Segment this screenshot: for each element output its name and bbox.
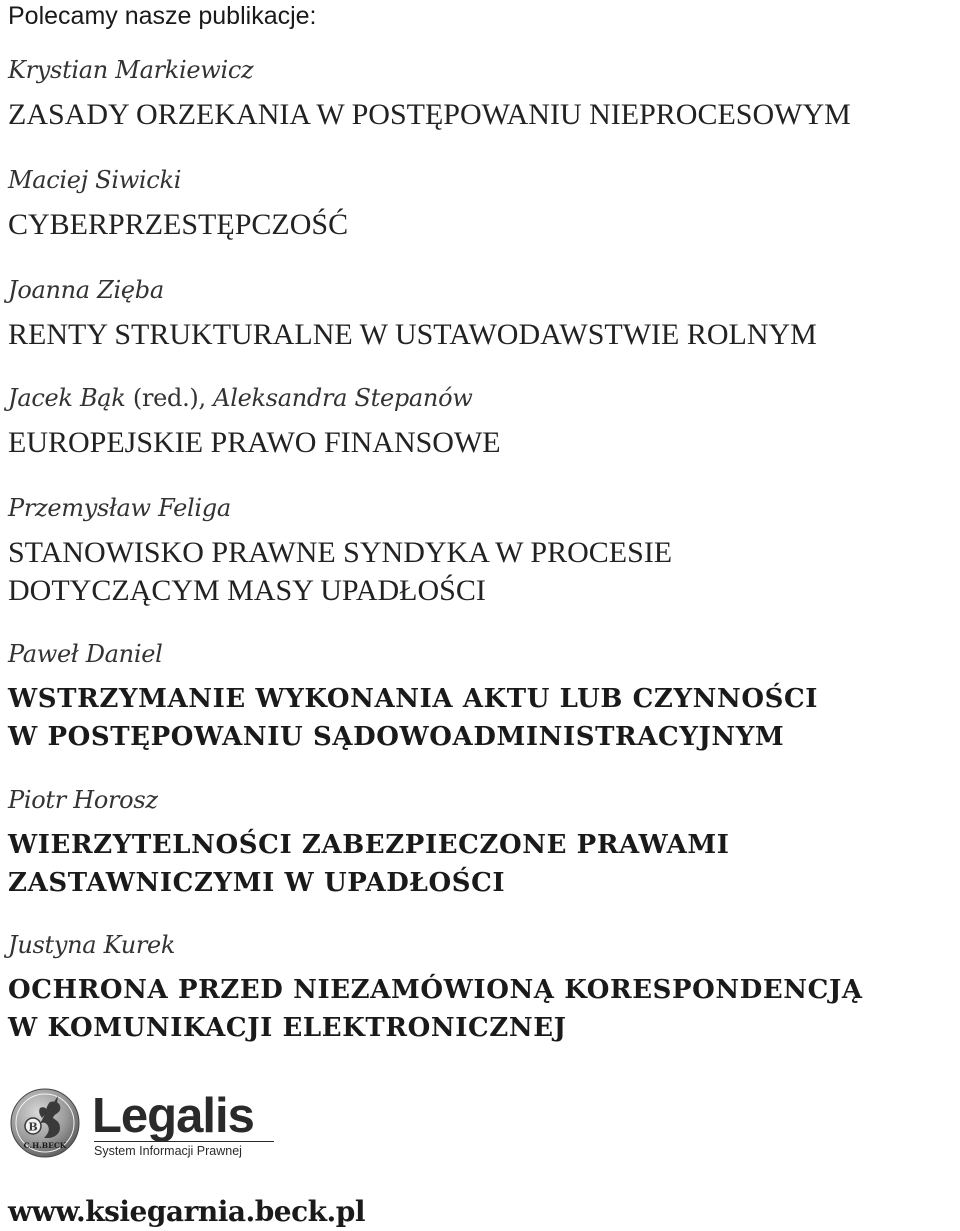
seal-letter: B [28,1120,38,1134]
publication-author: Maciej Siwicki [8,166,182,194]
editor-role: (red.) [125,384,199,412]
publication-entry [8,786,958,902]
publication-entry [8,384,958,462]
publication-title: ZASTAWNICZYMI W UPADŁOŚCI [8,868,506,898]
legalis-wordmark: Legalis [92,1089,254,1143]
publication-author: Krystian Markiewicz [8,56,254,84]
publication-title: W POSTĘPOWANIU SĄDOWOADMINISTRACYJNYM [8,722,785,752]
author-name: Aleksandra Stepanów [213,384,473,412]
publication-author: Piotr Horosz [8,786,158,814]
publication-title: CYBERPRZESTĘPCZOŚĆ [8,208,349,241]
publication-title: WSTRZYMANIE WYKONANIA AKTU LUB CZYNNOŚCI [8,684,819,714]
author-name: Jacek Bąk [8,384,126,412]
seal-text: C.H.BECK [23,1141,67,1150]
publication-author [8,384,958,412]
publication-title: DOTYCZĄCYM MASY UPADŁOŚCI [8,574,486,607]
publication-entry [8,276,958,354]
publication-entry [8,166,958,244]
publication-title: W KOMUNIKACJI ELEKTRONICZNEJ [8,1013,567,1043]
legalis-subtitle: System Informacji Prawnej [94,1141,274,1159]
publication-entry [8,56,958,134]
publication-entry [8,640,958,756]
publication-author: Paweł Daniel [8,640,163,668]
publication-entry [8,494,958,610]
publication-entry [8,931,958,1047]
publication-title: ZASADY ORZEKANIA W POSTĘPOWANIU NIEPROCESOWYM [8,98,851,131]
publication-title: RENTY STRUKTURALNE W USTAWODAWSTWIE ROLNYM [8,318,817,351]
publication-title: STANOWISKO PRAWNE SYNDYKA W PROCESIE [8,536,673,569]
publication-author: Przemysław Feliga [8,494,231,522]
griffin-seal-icon [10,1088,80,1158]
publication-title: OCHRONA PRZED NIEZAMÓWIONĄ KORESPONDENCJĄ [8,975,863,1005]
publication-title: WIERZYTELNOŚCI ZABEZPIECZONE PRAWAMI [8,830,730,860]
legalis-logo [10,1088,290,1160]
publication-title: EUROPEJSKIE PRAWO FINANSOWE [8,426,501,459]
intro-heading: Polecamy nasze publikacje: [8,2,317,30]
publication-author: Joanna Zięba [8,276,164,304]
author-separator: , [198,384,214,412]
publication-author: Justyna Kurek [8,931,176,959]
website-link[interactable]: www.ksiegarnia.beck.pl [8,1195,366,1228]
